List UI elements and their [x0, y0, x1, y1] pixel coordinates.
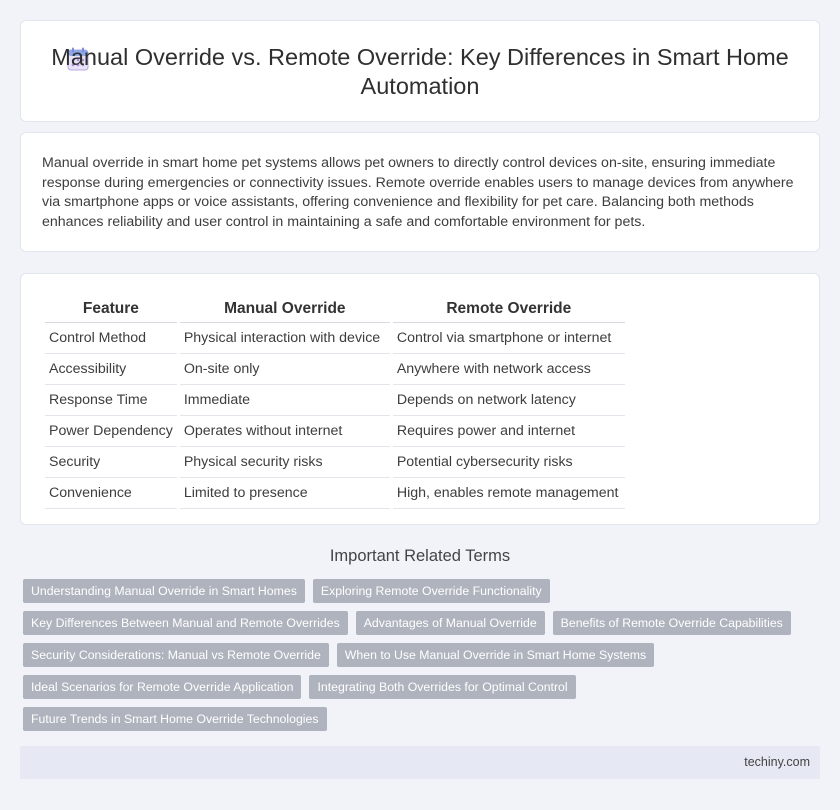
cell-manual: Limited to presence — [180, 478, 390, 509]
cell-feature: Response Time — [45, 385, 177, 416]
related-tag[interactable]: Advantages of Manual Override — [356, 611, 545, 635]
table-row — [45, 323, 625, 354]
header-manual-override: Manual Override — [180, 294, 390, 323]
related-terms-title: Important Related Terms — [329, 547, 511, 565]
table-row — [45, 416, 625, 447]
related-tag[interactable]: Exploring Remote Override Functionality — [313, 579, 550, 603]
related-tag[interactable]: Understanding Manual Override in Smart Homes — [23, 579, 305, 603]
cell-remote: Potential cybersecurity risks — [393, 447, 625, 478]
comparison-card — [20, 273, 820, 525]
cell-feature: Power Dependency — [45, 416, 177, 447]
cell-feature: Control Method — [45, 323, 177, 354]
cell-manual: Immediate — [180, 385, 390, 416]
cell-manual: Operates without internet — [180, 416, 390, 447]
footer-site-link[interactable]: techiny.com — [744, 755, 810, 769]
cell-feature: Security — [45, 447, 177, 478]
header-remote-override: Remote Override — [393, 294, 625, 323]
comparison-table — [42, 294, 628, 509]
related-tag[interactable]: Future Trends in Smart Home Override Technologies — [23, 707, 327, 731]
cell-remote: Requires power and internet — [393, 416, 625, 447]
table-row — [45, 478, 625, 509]
cell-remote: Anywhere with network access — [393, 354, 625, 385]
cell-manual: Physical interaction with device — [180, 323, 390, 354]
cell-feature: Convenience — [45, 478, 177, 509]
table-row — [45, 447, 625, 478]
page-title: Manual Override vs. Remote Override: Key Differences in Smart Home Automation — [51, 44, 789, 99]
table-header-row — [45, 294, 625, 323]
cell-manual: On-site only — [180, 354, 390, 385]
related-tag[interactable]: Benefits of Remote Override Capabilities — [553, 611, 791, 635]
cell-manual: Physical security risks — [180, 447, 390, 478]
cell-remote: Depends on network latency — [393, 385, 625, 416]
table-row — [45, 354, 625, 385]
footer — [20, 746, 820, 779]
related-tag[interactable]: Key Differences Between Manual and Remote Overrides — [23, 611, 348, 635]
related-tag[interactable]: Security Considerations: Manual vs Remote Override — [23, 643, 329, 667]
header-card — [20, 20, 820, 122]
header-feature: Feature — [45, 294, 177, 323]
intro-paragraph: Manual override in smart home pet systems allows pet owners to directly control devices on-site, ensuring immediate response during emergencies or connectivity issues. Remote override enables users to manage devices from anywhere via smartphone apps or voice assistants, offering convenience and flexibility for pet care. Balancing both methods enhances reliability and user control in maintaining a safe and comfortable environment for pets. — [42, 155, 794, 230]
table-row — [45, 385, 625, 416]
related-tag[interactable]: Integrating Both Overrides for Optimal Control — [309, 675, 575, 699]
cell-remote: High, enables remote management — [393, 478, 625, 509]
cell-feature: Accessibility — [45, 354, 177, 385]
intro-card — [20, 132, 820, 252]
related-tags — [23, 579, 803, 731]
related-tag[interactable]: Ideal Scenarios for Remote Override Application — [23, 675, 301, 699]
cell-remote: Control via smartphone or internet — [393, 323, 625, 354]
related-tag[interactable]: When to Use Manual Override in Smart Home Systems — [337, 643, 654, 667]
